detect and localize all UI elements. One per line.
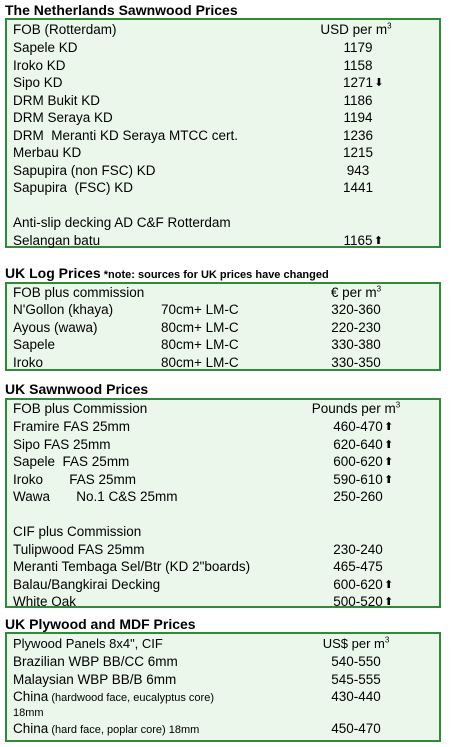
item-price: 320-360	[331, 302, 381, 317]
item-spec: 70cm+ LM-C	[161, 302, 239, 317]
uksawn-cif-label: CIF plus Commission	[13, 524, 142, 539]
ukply-title: UK Plywood and MDF Prices	[5, 616, 196, 632]
uklog-head-unit: € per $m^3$	[330, 284, 382, 300]
item-name: Iroko FAS 25mm	[13, 471, 137, 487]
arrow-spacer	[373, 182, 385, 194]
nl-head-unit: USD per $m^3$	[320, 21, 392, 37]
nl-price-table	[5, 18, 441, 248]
item-name: Malaysian WBP BB/B 6mm	[13, 671, 177, 687]
item-price: 1194	[289, 109, 439, 127]
table-row	[7, 162, 439, 180]
item-spec: 80cm+ LM-C	[161, 337, 239, 352]
uksawn-head-unit: Pounds per $m^3$	[311, 400, 401, 416]
arrow-spacer	[373, 60, 385, 72]
arrow-down-icon: ⬇	[374, 77, 384, 89]
arrow-up-icon: ⬆	[373, 234, 384, 247]
item-name: DRM Meranti KD Seraya MTCC cert.	[13, 127, 239, 143]
item-price: 943	[289, 162, 439, 180]
uklog-price-table	[5, 282, 441, 371]
arrow-spacer	[383, 544, 395, 556]
table-row	[7, 436, 439, 454]
uksawn-price-table	[5, 398, 441, 608]
item-price: 220-230	[331, 319, 381, 335]
item-price: 330-380	[331, 337, 381, 352]
blank-row	[7, 506, 439, 524]
ukply-row-china-poplar: China (hard face, poplar core) 18mm 450-470	[13, 720, 381, 736]
table-row	[7, 418, 439, 436]
item-price: 600-620⬆	[333, 454, 394, 469]
item-price: 460-470⬆	[333, 419, 394, 434]
table-row	[7, 57, 439, 75]
item-price: 1165⬆	[343, 232, 384, 248]
uklog-head-label: FOB plus commission	[13, 285, 145, 300]
nl-head-label: FOB (Rotterdam)	[13, 22, 117, 37]
item-name: Sipo KD	[13, 75, 63, 90]
table-row	[7, 354, 439, 372]
blank-row	[7, 197, 439, 215]
item-name: Iroko	[13, 354, 44, 370]
item-name: White Oak	[13, 594, 77, 609]
item-name: Sapupira (non FSC) KD	[13, 162, 156, 178]
arrow-up-icon: ⬆	[384, 438, 394, 451]
table-row	[7, 144, 439, 162]
item-price: 230-240	[289, 541, 439, 559]
item-price: 590-610⬆	[333, 471, 394, 487]
item-price: 465-475	[289, 558, 439, 576]
item-price: 1271⬇	[342, 75, 384, 90]
table-row	[7, 39, 439, 57]
uklog-note: *note: sources for UK prices have changed	[100, 269, 329, 281]
table-row	[7, 92, 439, 110]
item-name: Sipo FAS 25mm	[13, 436, 111, 452]
uksawn-head-label: FOB plus Commission	[13, 401, 148, 416]
item-price: 620-640⬆	[333, 436, 394, 452]
uklog-title: UK Log Prices *note: sources for UK prices have changed	[5, 265, 329, 281]
item-price: 600-620⬆	[333, 576, 394, 592]
item-name: Merbau KD	[13, 145, 82, 160]
arrow-up-icon: ⬆	[384, 578, 394, 591]
arrow-up-icon: ⬆	[384, 473, 394, 486]
item-name: DRM Seraya KD	[13, 110, 113, 125]
item-name: Brazilian WBP BB/CC 6mm	[13, 654, 178, 669]
arrow-up-icon: ⬆	[384, 596, 394, 608]
item-name: Wawa No.1 C&S 25mm	[13, 489, 178, 504]
table-row	[7, 671, 439, 689]
arrow-spacer	[369, 165, 381, 177]
item-price: 1236	[289, 127, 439, 145]
item-price: 540-550	[331, 654, 381, 669]
arrow-up-icon: ⬆	[384, 421, 394, 433]
arrow-spacer	[373, 95, 385, 107]
item-price: 545-555	[331, 671, 381, 687]
uksawn-header-row	[7, 400, 439, 418]
arrow-spacer	[373, 147, 385, 159]
item-name: Sapupira (FSC) KD	[13, 180, 134, 195]
table-row	[7, 336, 439, 354]
table-row	[7, 453, 439, 471]
ukply-row-china-hardwood: China (hardwood face, eucalyptus core) 430-440	[13, 689, 381, 704]
item-name: Iroko KD	[13, 57, 66, 73]
arrow-spacer	[373, 42, 385, 54]
nl-header-row	[7, 20, 439, 39]
ukply-price-table	[5, 632, 441, 742]
item-name: DRM Bukit KD	[13, 92, 101, 108]
table-row	[7, 488, 439, 506]
table-row	[7, 558, 439, 576]
item-price: 1179	[289, 39, 439, 57]
ukply-head-unit: US$ per $m^3$	[322, 635, 390, 651]
table-row	[7, 653, 439, 671]
table-row	[7, 301, 439, 319]
uklog-header-row	[7, 284, 439, 301]
item-name: N'Gollon (khaya)	[13, 302, 114, 317]
item-name: Selangan batu	[13, 232, 101, 248]
nl-decking-label: Anti-slip decking AD C&F Rotterdam	[13, 215, 231, 230]
table-row	[7, 541, 439, 559]
table-row	[7, 109, 439, 127]
table-row	[7, 232, 439, 250]
item-name: Tulipwood FAS 25mm	[13, 541, 145, 557]
arrow-spacer	[373, 112, 385, 124]
item-name: Ayous (wawa)	[13, 319, 98, 335]
table-row	[7, 319, 439, 337]
ukply-header-row	[7, 634, 439, 653]
item-name: Sapele FAS 25mm	[13, 454, 130, 469]
table-row	[7, 179, 439, 197]
item-spec: 80cm+ LM-C	[161, 354, 239, 370]
item-name: Framire FAS 25mm	[13, 419, 131, 434]
ukply-head-label: Plywood Panels 8x4", CIF	[13, 636, 163, 651]
item-name: Meranti Tembaga Sel/Btr (KD 2"boards)	[13, 559, 251, 574]
item-price: 500-520⬆	[333, 594, 394, 609]
table-row	[7, 576, 439, 594]
table-row	[7, 74, 439, 92]
item-spec: 80cm+ LM-C	[161, 319, 239, 335]
arrow-up-icon: ⬆	[384, 456, 394, 468]
table-row	[7, 593, 439, 611]
table-row	[7, 127, 439, 145]
ukply-row-china-hardwood-cont: 18mm	[13, 706, 44, 719]
item-name: Sapele	[13, 337, 56, 352]
item-price: 1215	[289, 144, 439, 162]
nl-title: The Netherlands Sawnwood Prices	[5, 2, 238, 18]
arrow-spacer	[383, 561, 395, 573]
arrow-spacer	[383, 491, 395, 503]
item-price: 1158	[289, 57, 439, 75]
item-price: 1441	[289, 179, 439, 197]
item-price: 1186	[289, 92, 439, 110]
item-price: 250-260	[289, 488, 439, 506]
uksawn-title: UK Sawnwood Prices	[5, 381, 149, 397]
item-price: 330-350	[331, 354, 381, 370]
item-name: Balau/Bangkirai Decking	[13, 576, 161, 592]
table-row	[7, 471, 439, 489]
arrow-spacer	[373, 130, 385, 142]
item-name: Sapele KD	[13, 40, 78, 55]
